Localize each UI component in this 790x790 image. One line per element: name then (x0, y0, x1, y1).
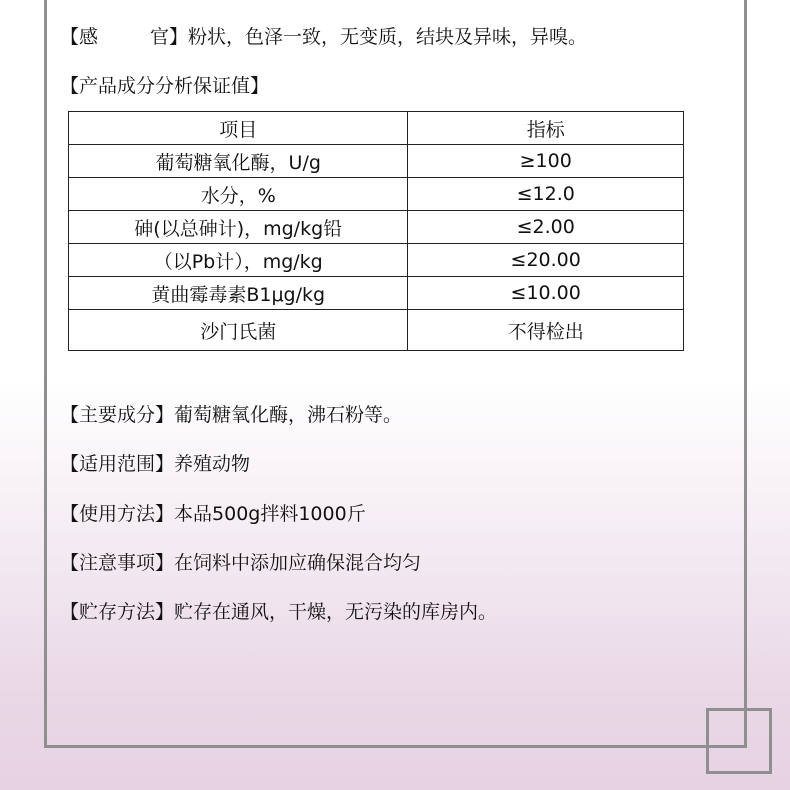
corner-square-decoration (706, 708, 772, 774)
sensory-line (60, 25, 587, 49)
table-cell-item: 黄曲霉毒素B1μg/kg (69, 277, 408, 310)
table-cell-value: ≤10.00 (408, 277, 684, 310)
sensory-label-left: 【感 (60, 26, 99, 48)
section-usage (60, 502, 366, 526)
sensory-label-right: 官】 (150, 26, 189, 48)
table-cell-value: 不得检出 (408, 310, 684, 351)
table-cell-value: ≥100 (408, 145, 684, 178)
table-row (69, 178, 684, 211)
table-cell-value: ≤12.0 (408, 178, 684, 211)
table-cell-item: 砷(以总砷计)，mg/kg铅 (69, 211, 408, 244)
section-label: 【使用方法】 (60, 503, 175, 525)
section-text: 养殖动物 (174, 453, 251, 475)
table-cell-item: 水分，% (69, 178, 408, 211)
table-header-row (69, 112, 684, 145)
table-cell-value: ≤2.00 (408, 211, 684, 244)
guarantee-table (68, 111, 684, 351)
section-text: 葡萄糖氧化酶，沸石粉等。 (174, 404, 403, 426)
table-header-value: 指标 (408, 112, 684, 145)
section-ingredients (60, 403, 402, 427)
section-text: 本品500g拌料1000斤 (174, 503, 366, 525)
table-cell-item: 沙门氏菌 (69, 310, 408, 351)
section-text: 在饲料中添加应确保混合均匀 (174, 552, 422, 574)
section-scope (60, 452, 250, 476)
section-precautions (60, 551, 421, 575)
table-row (69, 277, 684, 310)
sensory-text: 粉状，色泽一致，无变质，结块及异味，异嗅。 (188, 26, 588, 48)
table-row (69, 145, 684, 178)
section-label: 【贮存方法】 (60, 601, 175, 623)
table-row (69, 211, 684, 244)
section-label: 【适用范围】 (60, 453, 175, 475)
table-cell-value: ≤20.00 (408, 244, 684, 277)
table-header-item: 项目 (69, 112, 408, 145)
section-text: 贮存在通风，干燥，无污染的库房内。 (174, 601, 498, 623)
table-row (69, 244, 684, 277)
guarantee-title: 【产品成分分析保证值】 (60, 75, 270, 97)
section-label: 【注意事项】 (60, 552, 175, 574)
table-cell-item: （以Pb计），mg/kg (69, 244, 408, 277)
section-storage (60, 600, 497, 624)
section-label: 【主要成分】 (60, 404, 175, 426)
table-row (69, 310, 684, 351)
table-cell-item: 葡萄糖氧化酶，U/g (69, 145, 408, 178)
